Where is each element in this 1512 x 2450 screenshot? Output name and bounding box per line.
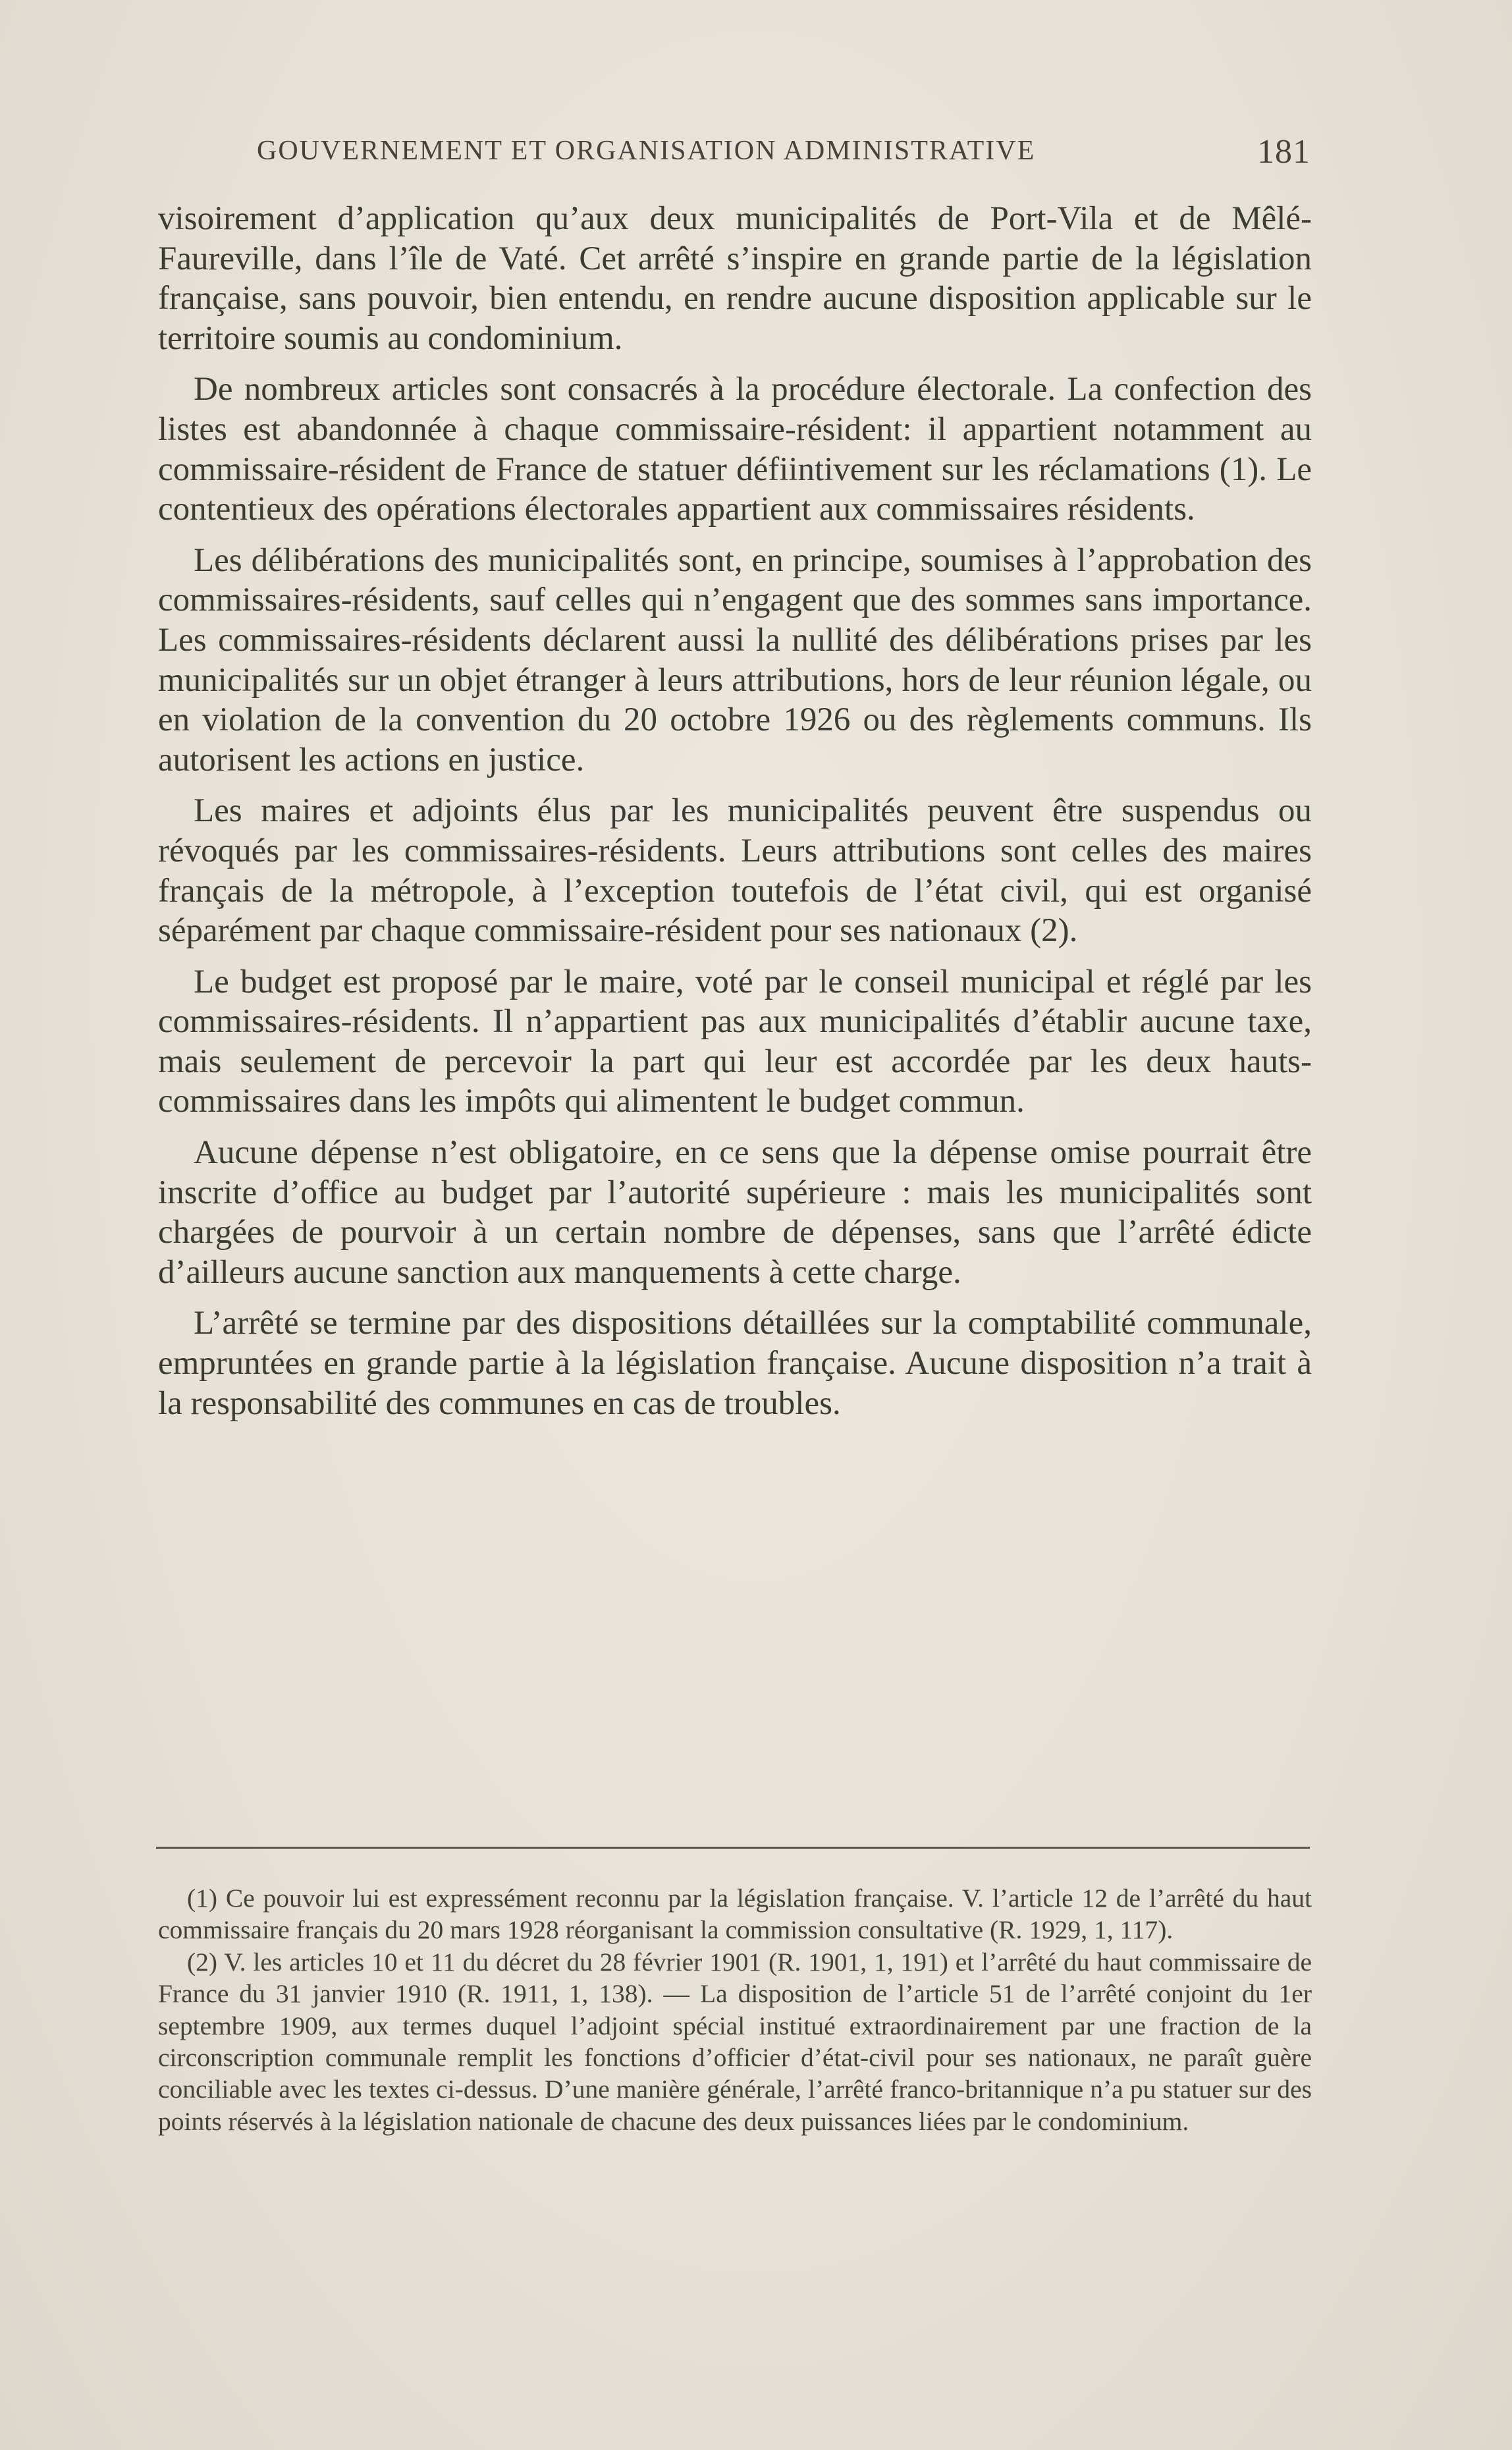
running-title: GOUVERNEMENT ET ORGANISATION ADMINISTRATIVE [257, 136, 1036, 166]
page-number: 181 [1257, 133, 1310, 171]
main-text [158, 199, 1312, 1434]
footnotes [158, 1882, 1312, 2137]
running-header [257, 135, 1310, 175]
paragraph: Le budget est proposé par le maire, voté par le conseil municipal et réglé par les commissaires-résidents. Il n’appartient pas aux municipalités d’établir aucune taxe, mais seulement de percevoir la part qui leur est accordée par les deux hauts-commissaires dans les impôts qui alimentent le budget commun. [158, 963, 1312, 1120]
paragraph: L’arrêté se termine par des dispositions détaillées sur la comptabilité communale, empruntées en grande partie à la législation française. Aucune disposition n’a trait à la responsabilité des communes en cas de troubles. [158, 1305, 1312, 1422]
paragraph-continuation: visoirement d’application qu’aux deux municipalités de Port-Vila et de Mêlé-Faureville, dans l’île de Vaté. Cet arrêté s’inspire en grande partie de la législation française, sans pouvoir, bien entendu, en rendre aucune disposition applicable sur le territoire soumis au condominium. [158, 200, 1312, 357]
paragraph: De nombreux articles sont consacrés à la procédure électorale. La confection des listes est abandonnée à chaque commissaire-résident: il appartient notamment au commissaire-résident de France de statuer défiintivement sur les réclamations (1). Le contentieux des opérations électorales appartient aux commissaires résidents. [158, 371, 1312, 528]
paragraph: Les maires et adjoints élus par les municipalités peuvent être suspendus ou révoqués par les commissaires-résidents. Leurs attributions sont celles des maires français de la métropole, à l’exception toutefois de l’état civil, qui est organisé séparément par chaque commissaire-résident pour ses nationaux (2). [158, 792, 1312, 950]
footnote-divider [156, 1847, 1310, 1849]
footnote: (2) V. les articles 10 et 11 du décret du 28 février 1901 (R. 1901, 1, 191) et l’arrêté du haut commissaire de France du 31 janvier 1910 (R. 1911, 1, 138). — La disposition de l’article 51 de l’arrêté conjoint du 1er septembre 1909, aux termes duquel l’adjoint spécial institué extraordinairement par une fraction de la circonscription communale remplit les fonctions d’officier d’état-civil pour ses nationaux, ne paraît guère conciliable avec les textes ci-dessus. D’une manière générale, l’arrêté franco-britannique n’a pu statuer sur des points réservés à la législation nationale de chacune des deux puissances liées par le condominium. [158, 1947, 1312, 2136]
paragraph: Aucune dépense n’est obligatoire, en ce sens que la dépense omise pourrait être inscrite d’office au budget par l’autorité supérieure : mais les municipalités sont chargées de pourvoir à un certain nombre de dépenses, sans que l’arrêté édicte d’ailleurs aucune sanction aux manquements à cette charge. [158, 1134, 1312, 1291]
footnote: (1) Ce pouvoir lui est expressément reconnu par la législation française. V. l’article 12 de l’arrêté du haut commissaire français du 20 mars 1928 réorganisant la commission consultative (R. 1929, 1, 117). [158, 1884, 1312, 1945]
paragraph: Les délibérations des municipalités sont, en principe, soumises à l’approbation des commissaires-résidents, sauf celles qui n’engagent que des sommes sans importance. Les commissaires-résidents déclarent aussi la nullité des délibérations prises par les municipalités sur un objet étranger à leurs attributions, hors de leur réunion légale, ou en violation de la convention du 20 octobre 1926 ou des règlements communs. Ils autorisent les actions en justice. [158, 541, 1312, 778]
